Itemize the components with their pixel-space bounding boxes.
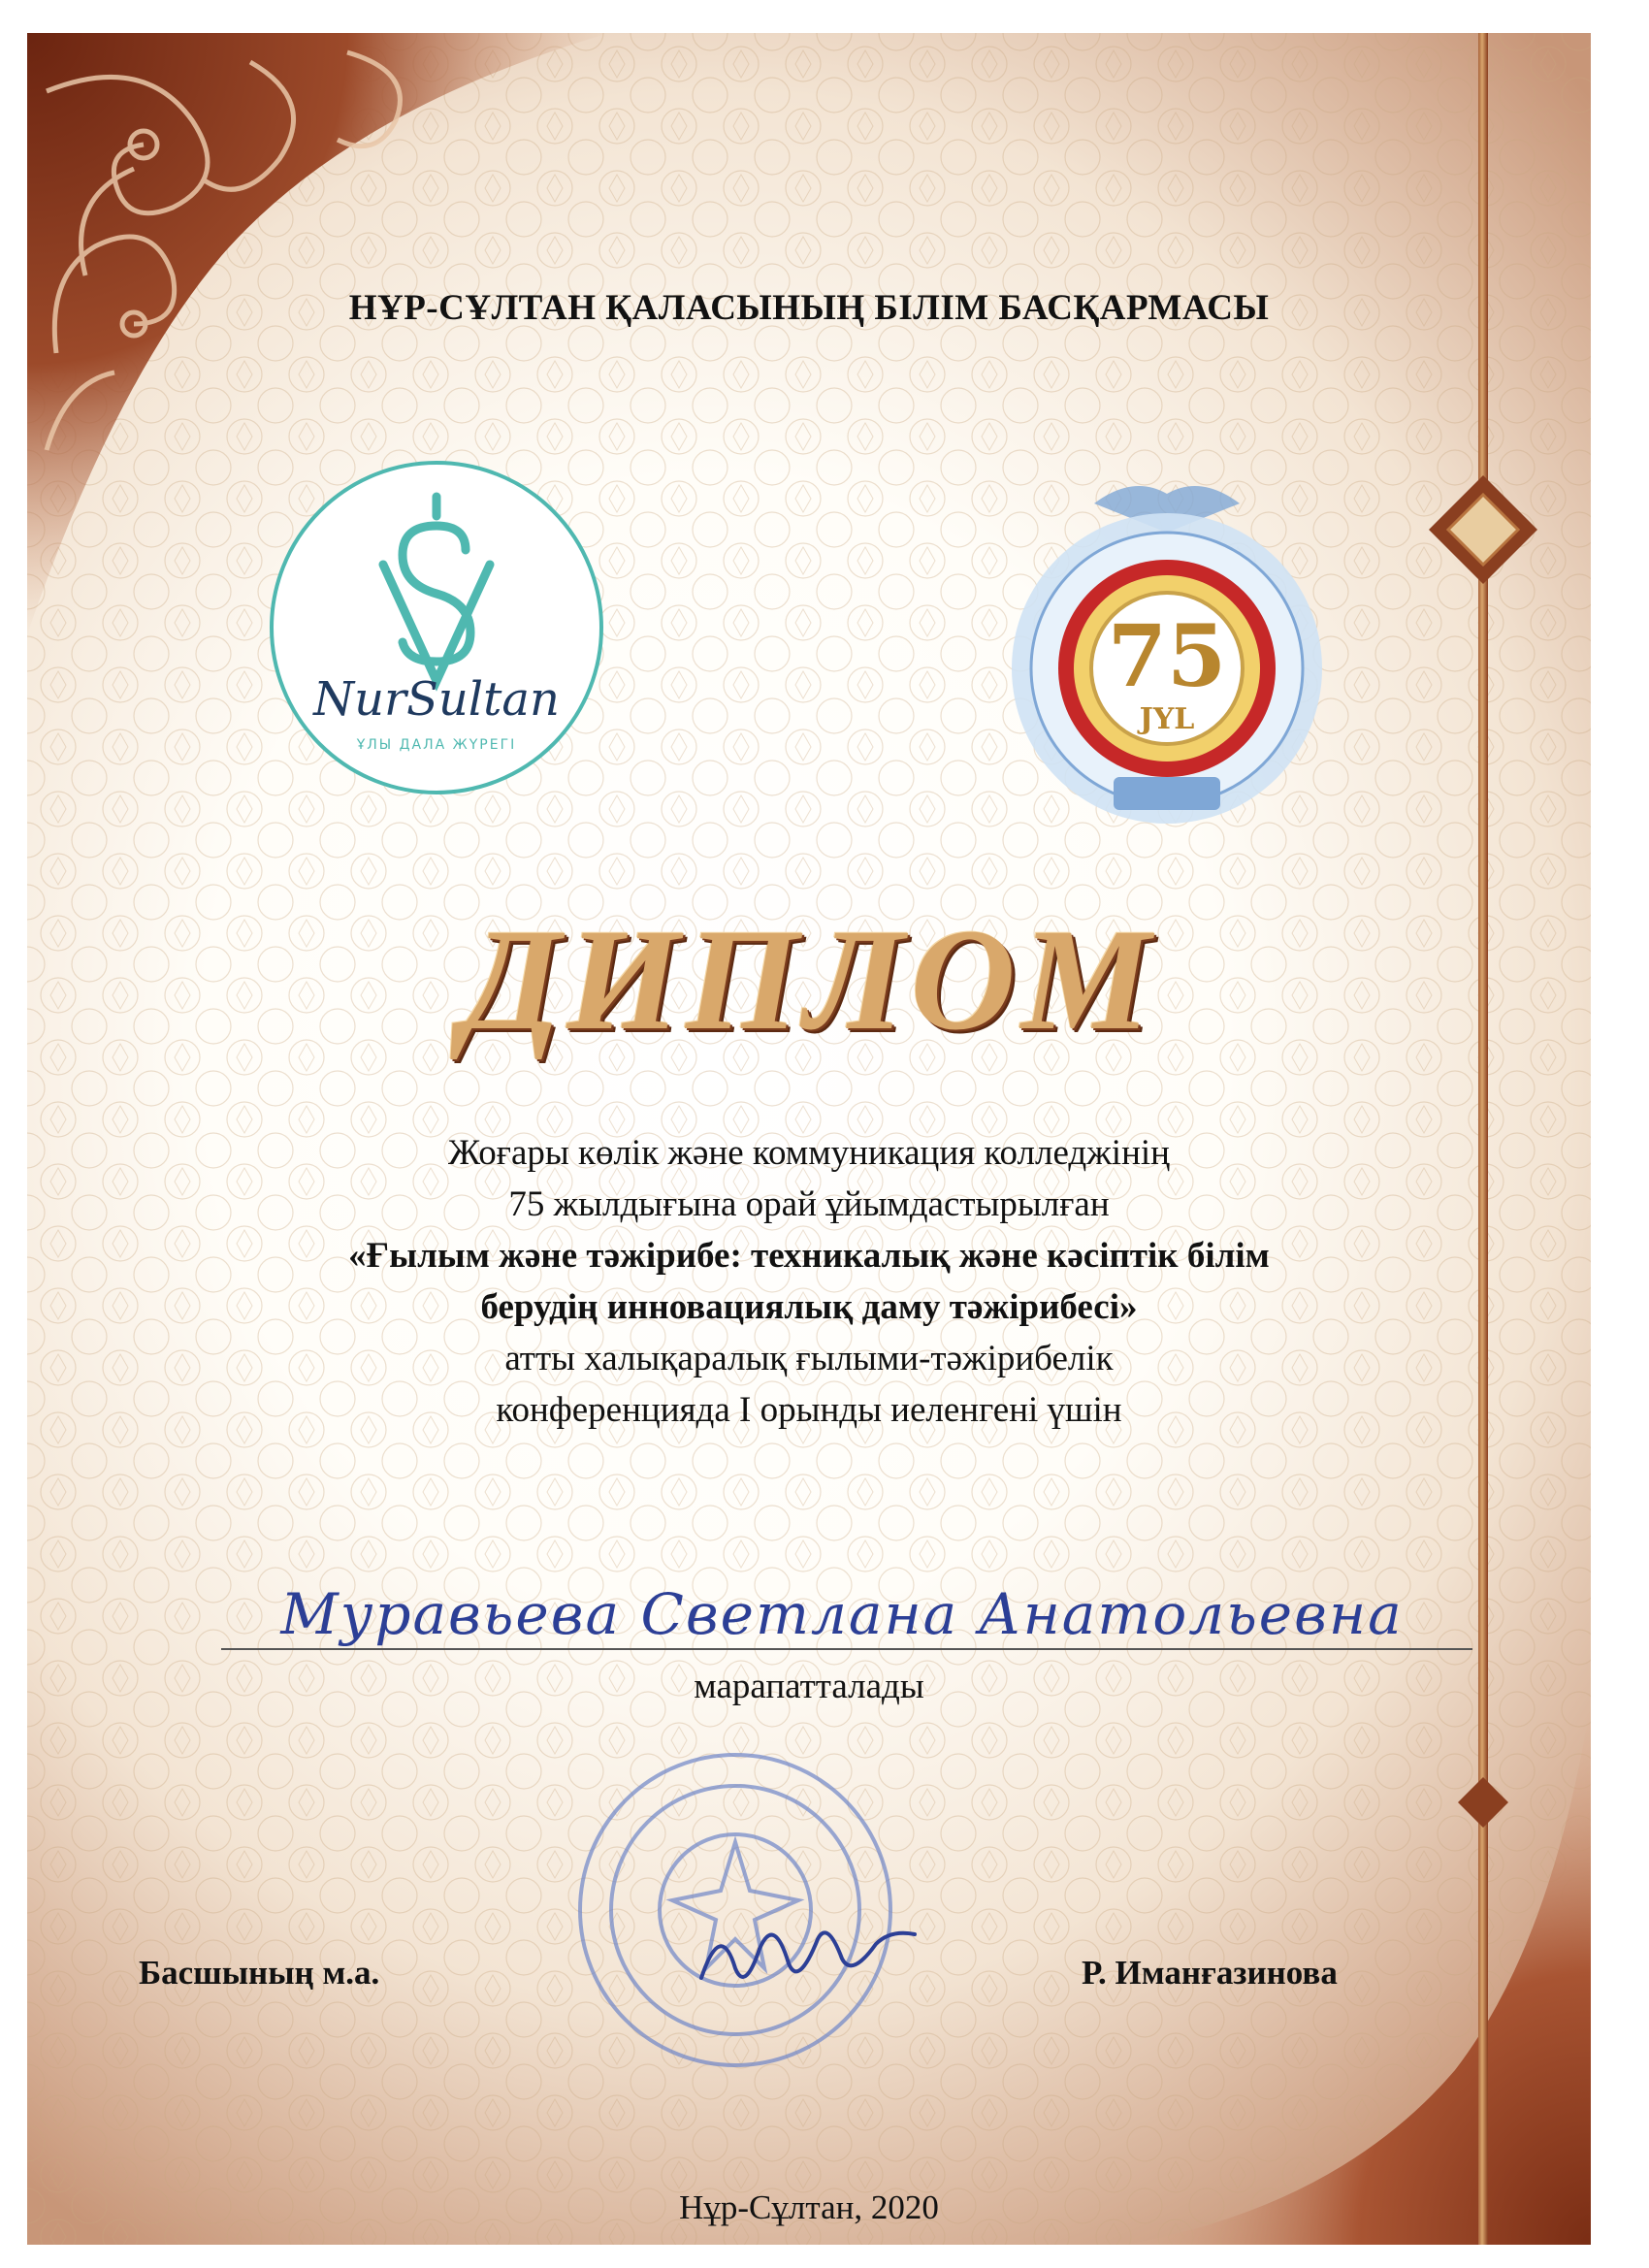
recipient-underline [221, 1648, 1472, 1650]
svg-text:75: 75 [1107, 605, 1227, 706]
anniversary-emblem-icon [1007, 474, 1327, 843]
diamond-ornament-icon [1425, 471, 1541, 588]
body-line-3: «Ғылым және тәжірибе: техникалық және кәсіптік білім [348, 1236, 1270, 1276]
svg-text:NurSultan: NurSultan [313, 672, 560, 727]
signatory-title: Басшының м.а. [139, 1954, 380, 1992]
body-line-4: берудің инновациялық даму тәжірибесі» [480, 1287, 1138, 1327]
svg-text:ҰЛЫ ДАЛА ЖҮРЕГІ: ҰЛЫ ДАЛА ЖҮРЕГІ [356, 737, 517, 753]
recipient-name: Муравьева Светлана Анатольевна [280, 1581, 1404, 1647]
diploma-body [27, 1127, 1591, 1436]
small-diamond-ornament-icon [1456, 1775, 1510, 1830]
awarded-text: марапатталады [694, 1667, 924, 1706]
handwritten-signature-icon [682, 1910, 934, 1997]
organization-name: НҰР-СҰЛТАН ҚАЛАСЫНЫҢ БІЛІМ БАСҚАРМАСЫ [348, 288, 1270, 328]
svg-text:JYL: JYL [1139, 702, 1195, 736]
signatory-name: Р. Иманғазинова [1082, 1954, 1338, 1992]
diploma-sheet [27, 33, 1591, 2245]
body-line-1: Жоғары көлік және коммуникация колледжінің [448, 1133, 1170, 1173]
body-line-5: атты халықаралық ғылыми-тәжірибелік [504, 1339, 1114, 1378]
body-line-6: конференцияда І орынды иеленгені үшін [496, 1390, 1122, 1430]
nur-sultan-logo-icon [267, 458, 606, 797]
city-and-year: Нұр-Сұлтан, 2020 [679, 2188, 939, 2226]
body-line-2: 75 жылдығына орай ұйымдастырылған [508, 1184, 1110, 1224]
diploma-title: ДИПЛОМ [461, 899, 1157, 1060]
